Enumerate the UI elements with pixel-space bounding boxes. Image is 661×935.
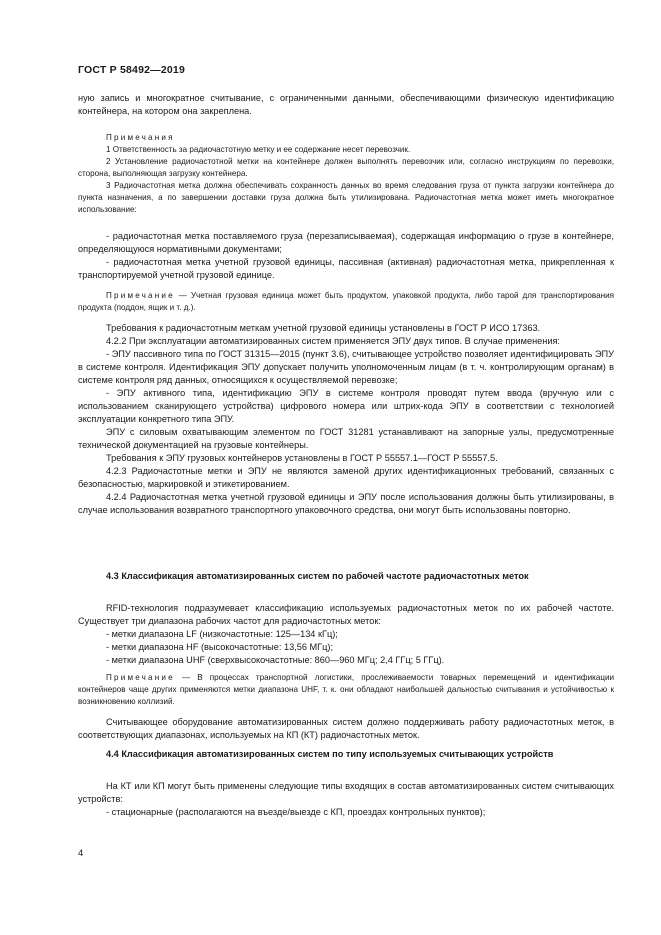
note-label: Примечание [106, 291, 175, 300]
paragraph: - ЭПУ активного типа, идентификацию ЭПУ в системе контроля проводят путем ввода (вручную или с использованием сканирующего устройства) цифрового номера или штрих-кода ЭПУ в соответствии с технологией эксплуатации конкретного типа ЭПУ. [78, 388, 614, 424]
paragraph: Требования к радиочастотным меткам учетной грузовой единицы установлены в ГОСТ Р ИСО 17363. [106, 323, 541, 333]
note-3: 3 Радиочастотная метка должна обеспечивать сохранность данных во время следования груза от пункта загрузки контейнера до пункта назначения, а по завершении доставки груза должна быть утилизирована. Радиочастотная метка может иметь многократное использование: [78, 181, 614, 214]
paragraph: На КТ или КП могут быть применены следующие типы входящих в состав автоматизированных систем считывающих устройств: [78, 781, 614, 804]
paragraph: ЭПУ с силовым охватывающим элементом по ГОСТ 31281 устанавливают на запорные узлы, предусмотренные технической документацией на грузовые контейнеры. [78, 427, 614, 450]
continuation-paragraph: ную запись и многократное считывание, с ограниченными данными, обеспечивающими физическую идентификацию контейнера, на котором она закреплена. [78, 93, 614, 116]
paragraph: Требования к ЭПУ грузовых контейнеров установлены в ГОСТ Р 55557.1—ГОСТ Р 55557.5. [106, 453, 498, 463]
note-uhf [78, 672, 614, 708]
list-item: - метки диапазона UHF (сверхвысокочастотные: 860—960 МГц; 2,4 ГГц; 5 ГГц). [106, 655, 445, 665]
note-1: 1 Ответственность за радиочастотную метку и ее содержание несет перевозчик. [106, 145, 411, 154]
note-cargo-unit [78, 290, 614, 314]
page-number: 4 [78, 848, 84, 859]
paragraph: 4.2.2 При эксплуатации автоматизированных систем применяется ЭПУ двух типов. В случае применения: [106, 336, 560, 346]
note-label: Примечание [106, 673, 175, 682]
paragraph: 4.2.3 Радиочастотные метки и ЭПУ не являются заменой других идентификационных требований, связанных с безопасностью, маркировкой и этикетированием. [78, 466, 614, 489]
section-4-3-heading: 4.3 Классификация автоматизированных систем по рабочей частоте радиочастотных меток [106, 571, 529, 581]
list-item: - радиочастотная метка учетной грузовой единицы, пассивная (активная) радиочастотная метка, прикрепленная к транспортируемой учетной грузовой единице. [78, 257, 614, 280]
note-text: — Учетная грузовая единица может быть продуктом, упаковкой продукта, либо тарой для транспортирования продукта (поддон, ящик и т. д.). [78, 291, 614, 312]
paragraph: - ЭПУ пассивного типа по ГОСТ 31315—2015 (пункт 3.6), считывающее устройство позволяет идентифицировать ЭПУ в системе контроля. Идентификация ЭПУ допускает получить уполномоченным лицам (в т. ч. контролирующим органам) в системе контроля ряд данных, относящихся к осуществляемой перевозке; [78, 349, 614, 385]
section-4-3-body [78, 602, 614, 667]
list-item: - радиочастотная метка поставляемого груза (перезаписываемая), содержащая информацию о грузе в контейнере, определяющуюся нормативными документами; [78, 231, 614, 254]
notes-block [78, 132, 614, 216]
note-2: 2 Установление радиочастотной метки на контейнере должен выполнять перевозчик или, согласно инструкциям по перевозки, сторона, выполняющая загрузку контейнера. [78, 157, 614, 178]
paragraph: RFID-технология подразумевает классификацию используемых радиочастотных меток по их рабочей частоте. Существует три диапазона рабочих частот для радиочастотных меток: [78, 603, 614, 626]
note-text: — В процессах транспортной логистики, прослеживаемости товарных перемещений и идентификации контейнеров чаще других применяются метки диапазона UHF, т. к. они обладают наибольшей дальностью считывания и устойчивостью к возникновению коллизий. [78, 673, 614, 706]
list-item: - стационарные (располагаются на въезде/выезде с КП, проездах контрольных пунктов); [106, 807, 486, 817]
section-4-2-body [78, 322, 614, 517]
section-4-4-body [78, 780, 614, 819]
paragraph: Считывающее оборудование автоматизированных систем должно поддерживать работу радиочастотных меток, в соответствующих диапазонах, используемых на КП (КТ) радиочастотных меток. [78, 717, 614, 740]
list-item: - метки диапазона HF (высокочастотные: 13,56 МГц); [106, 642, 334, 652]
page-header: ГОСТ Р 58492—2019 [78, 64, 186, 76]
section-4-4-heading: 4.4 Классификация автоматизированных систем по типу используемых считывающих устройств [106, 749, 554, 759]
paragraph: 4.2.4 Радиочастотная метка учетной грузовой единицы и ЭПУ после использования должны быть утилизированы, в случае использования возвратного транспортного упаковочного средства, они могут быть использованы повторно. [78, 492, 614, 515]
list-item: - метки диапазона LF (низкочастотные: 125—134 кГц); [106, 629, 338, 639]
label-list [78, 230, 614, 282]
notes-title: Примечания [106, 133, 175, 142]
